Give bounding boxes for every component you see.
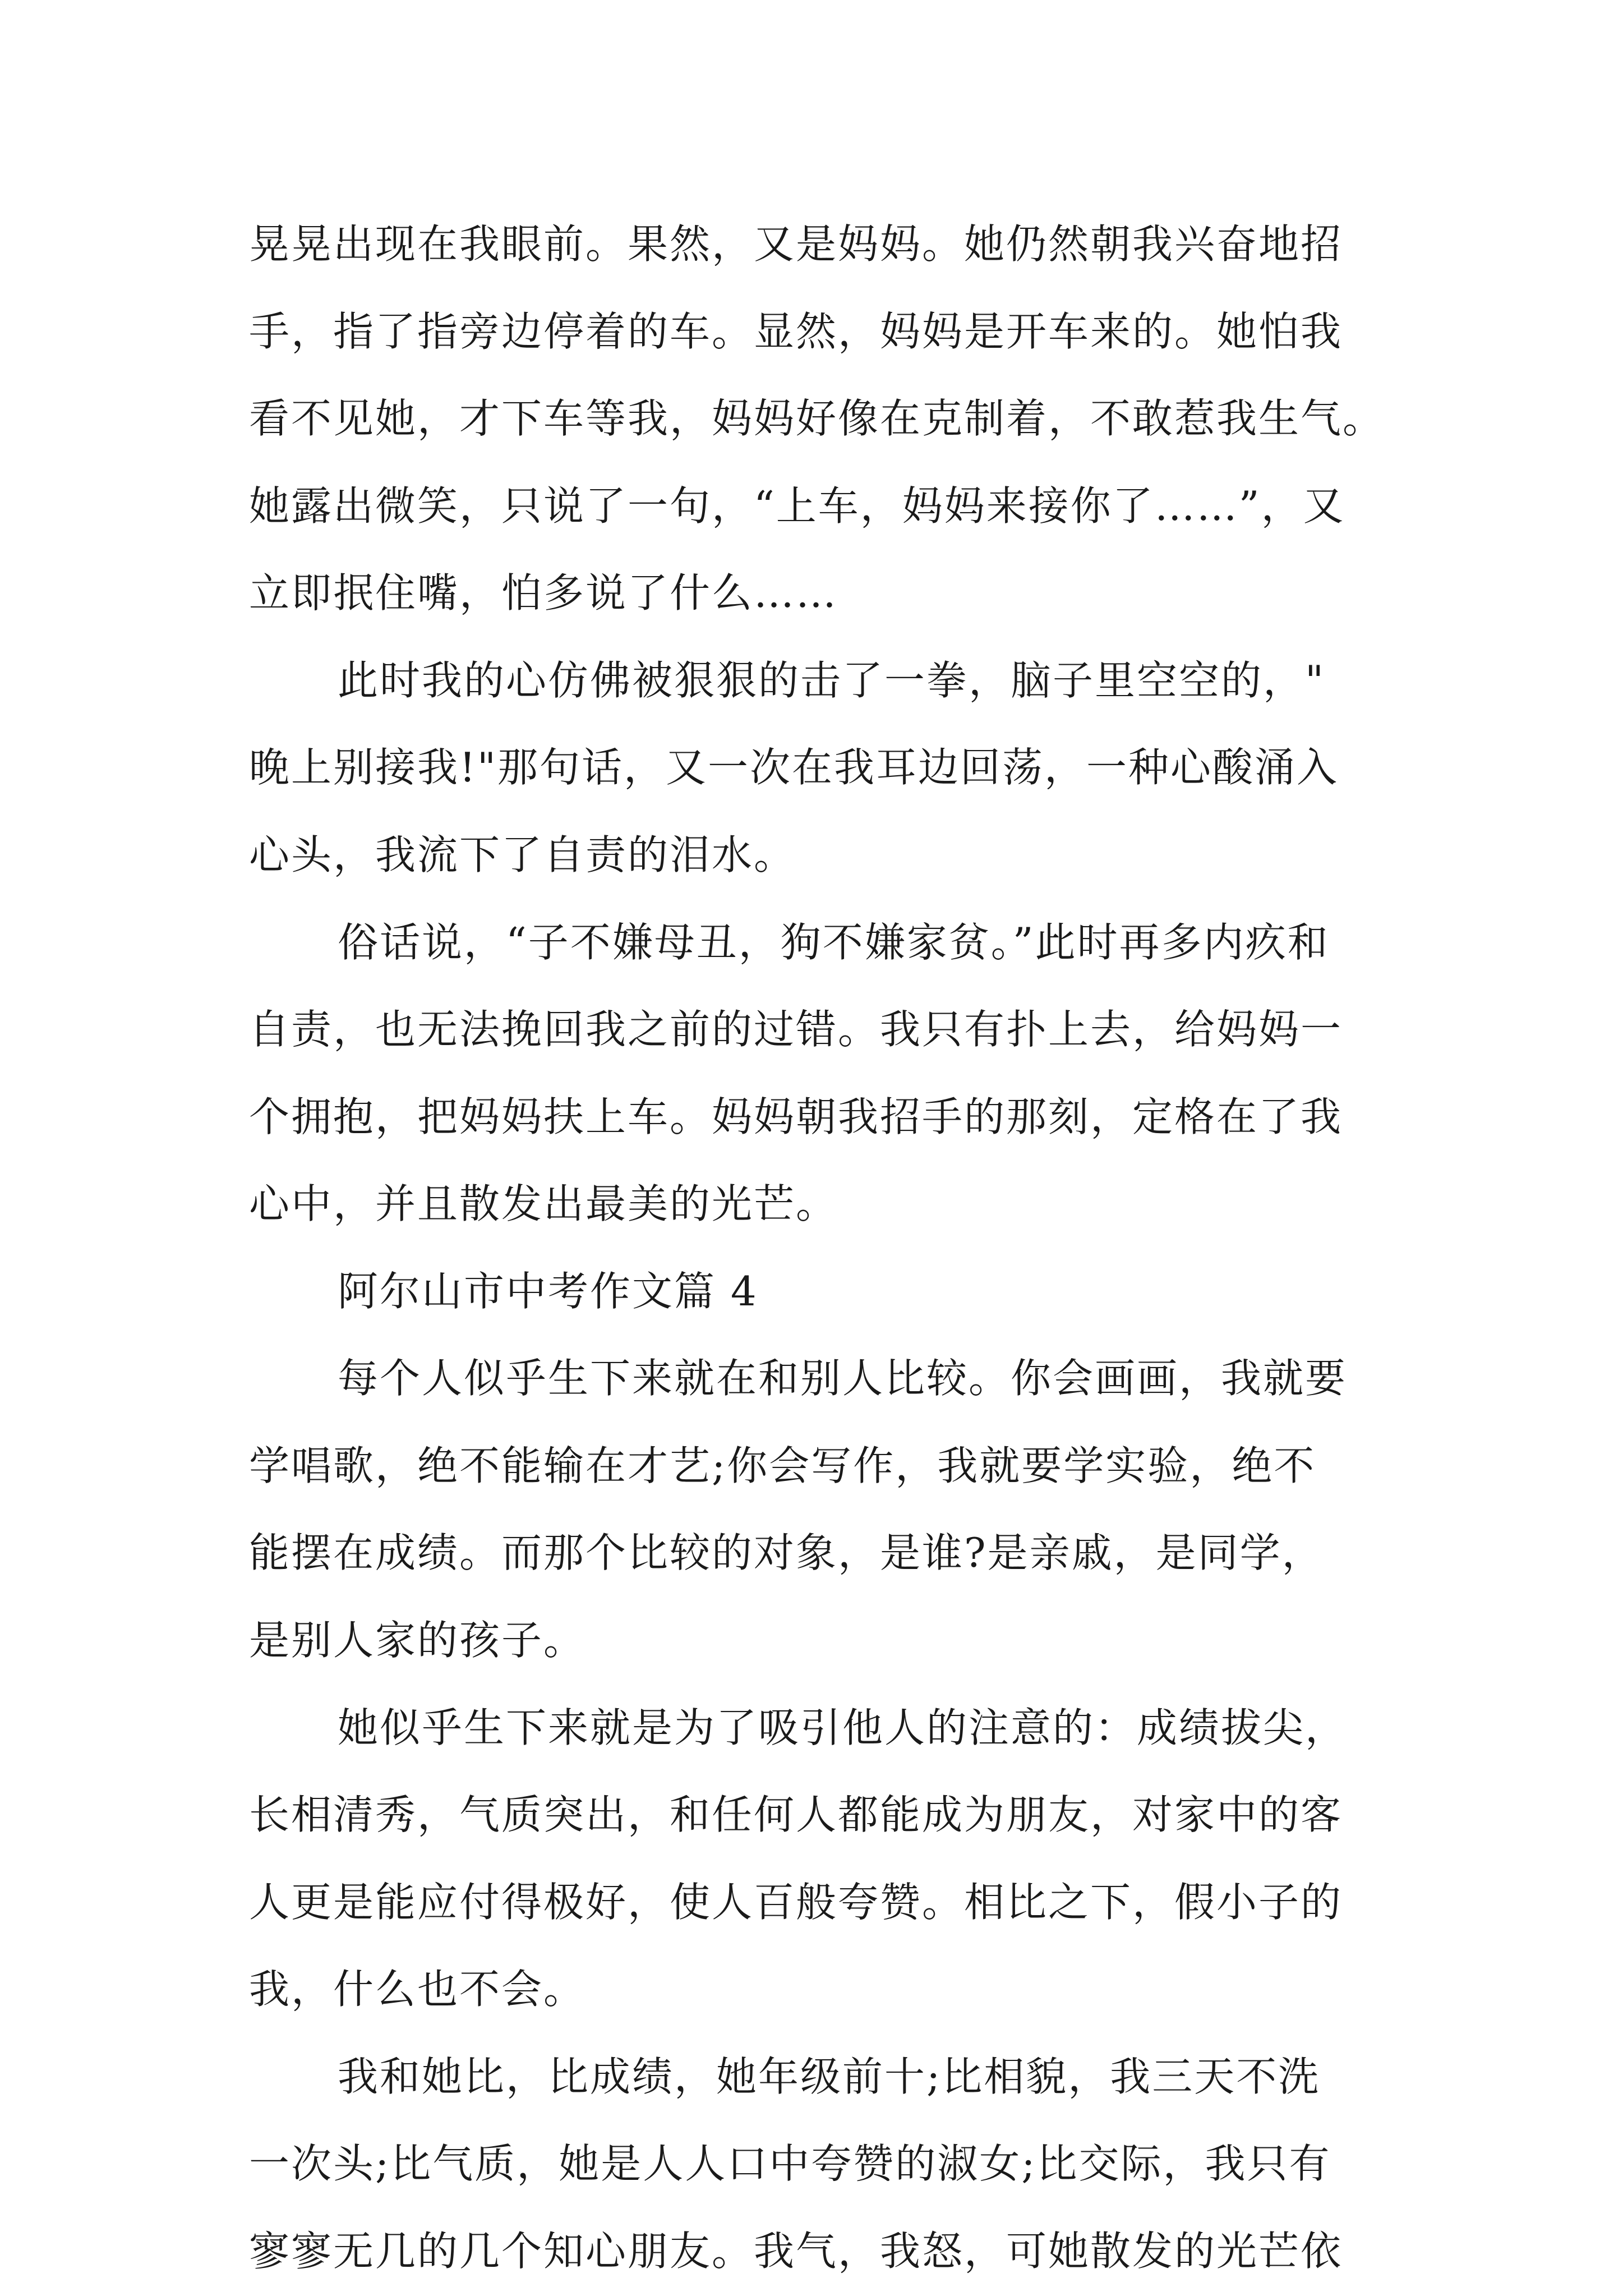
paragraph-first-line: 此时我的心仿佛被狠狠的击了一拳，脑子里空空的，" — [338, 657, 1326, 704]
text-line: 她露出微笑，只说了一句，“上车，妈妈来接你了……”，又 — [249, 482, 1345, 530]
text-line: 一次头;比气质，她是人人口中夸赞的淑女;比交际，我只有 — [249, 2140, 1331, 2187]
text-line: 看不见她，才下车等我，妈妈好像在克制着，不敢惹我生气。 — [249, 395, 1385, 442]
paragraph-first-line: 每个人似乎生下来就在和别人比较。你会画画，我就要 — [338, 1355, 1348, 1402]
text-line: 我，什么也不会。 — [249, 1966, 586, 2013]
text-line: 手，指了指旁边停着的车。显然，妈妈是开车来的。她怕我 — [249, 308, 1343, 355]
text-line: 长相清秀，气质突出，和任何人都能成为朋友，对家中的客 — [249, 1791, 1343, 1838]
text-line: 心头，我流下了自责的泪水。 — [249, 831, 796, 878]
text-line: 个拥抱，把妈妈扶上车。妈妈朝我招手的那刻，定格在了我 — [249, 1093, 1343, 1140]
text-line: 晚上别接我!"那句话，又一次在我耳边回荡，一种心酸涌入 — [249, 744, 1339, 791]
text-line: 寥寥无几的几个知心朋友。我气，我怒，可她散发的光芒依 — [249, 2228, 1343, 2275]
paragraph-first-line: 她似乎生下来就是为了吸引他人的注意的：成绩拔尖， — [338, 1704, 1348, 1751]
text-line: 是别人家的孩子。 — [249, 1617, 586, 1664]
text-line: 晃晃出现在我眼前。果然，又是妈妈。她仍然朝我兴奋地招 — [249, 220, 1343, 268]
text-line: 人更是能应付得极好，使人百般夸赞。相比之下，假小子的 — [249, 1879, 1343, 1926]
text-line: 自责，也无法挽回我之前的过错。我只有扑上去，给妈妈一 — [249, 1006, 1343, 1053]
paragraph-first-line: 俗话说，“子不嫌母丑，狗不嫌家贫。”此时再多内疚和 — [338, 919, 1330, 966]
text-line: 立即抿住嘴，怕多说了什么…… — [249, 569, 838, 616]
text-line: 学唱歌，绝不能输在才艺;你会写作，我就要学实验，绝不 — [249, 1442, 1316, 1489]
text-line: 心中，并且散发出最美的光芒。 — [249, 1180, 838, 1227]
section-heading: 阿尔山市中考作文篇 4 — [338, 1268, 758, 1315]
text-line: 能摆在成绩。而那个比较的对象，是谁?是亲戚，是同学， — [249, 1529, 1324, 1576]
paragraph-first-line: 我和她比，比成绩，她年级前十;比相貌，我三天不洗 — [338, 2053, 1321, 2100]
